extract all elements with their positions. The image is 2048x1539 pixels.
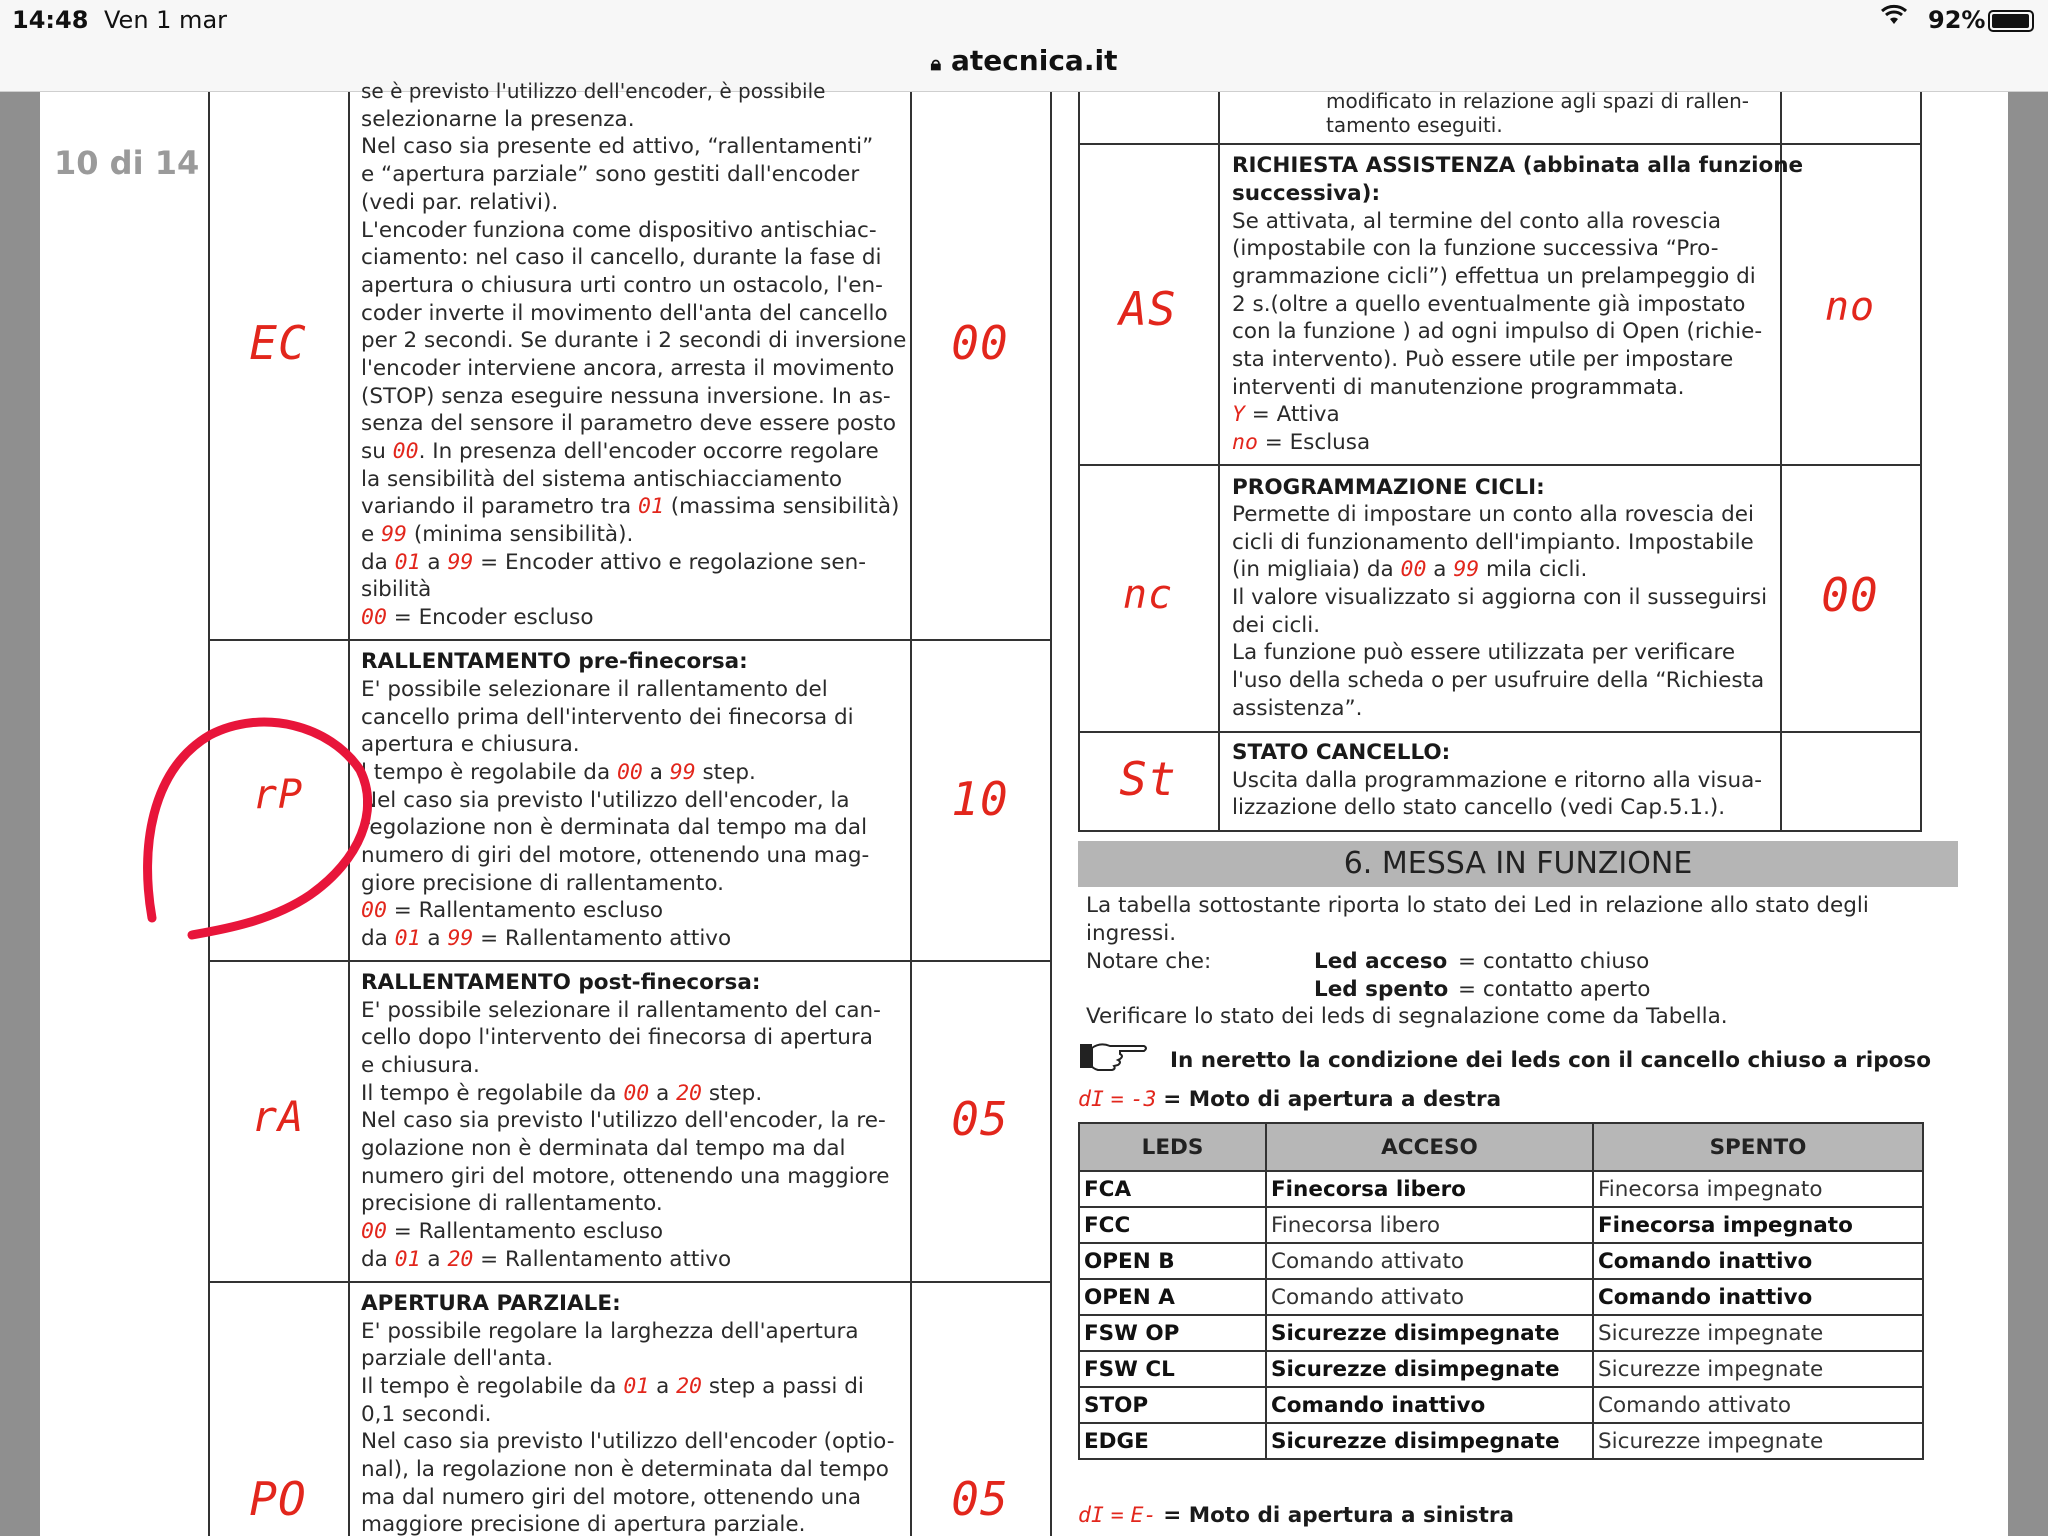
url-display[interactable]: [0, 44, 2048, 77]
spento-cell: Sicurezze impegnate: [1593, 1315, 1923, 1351]
section-title: [361, 1290, 621, 1318]
text-line: [361, 1373, 864, 1401]
table-row: [1079, 1387, 1923, 1423]
text-span: mila cicli.: [1486, 557, 1588, 582]
param-default-ec: 00: [951, 316, 1009, 370]
table-row: [1079, 1207, 1923, 1243]
table-border: [208, 960, 1052, 962]
text-line: con la funzione ) ad ogni impulso di Open (richie-: [1232, 319, 1763, 344]
spento-cell: Comando attivato: [1593, 1387, 1923, 1423]
value-red: 01: [638, 494, 664, 519]
value-red: 20: [676, 1374, 702, 1399]
text-line: La tabella sottostante riporta lo stato dei Led in relazione allo stato degli: [1086, 893, 1869, 918]
section-banner: 6. MESSA IN FUNZIONE: [1078, 841, 1958, 887]
left-margin: [0, 92, 40, 1536]
table-border: [1050, 92, 1052, 1536]
param-code-po: PO: [249, 1472, 307, 1526]
table-row: [1079, 1171, 1923, 1207]
value-red: 01: [394, 550, 421, 575]
text-line: (STOP) senza eseguire nessuna inversione. In as-: [361, 384, 891, 409]
text-line: maggiore precisione di apertura parziale.: [361, 1512, 806, 1537]
value-red: =: [1110, 1087, 1124, 1112]
led-off-label: [1314, 976, 1448, 1004]
text-span: a: [656, 1374, 670, 1399]
text-line: (vedi par. relativi).: [361, 190, 559, 215]
lock-icon: 🔒︎: [930, 51, 942, 75]
value-red: dI: [1078, 1503, 1104, 1528]
value-red: 99: [447, 550, 474, 575]
text-line: sibilità: [361, 577, 432, 602]
text-line: [361, 897, 663, 925]
text-line: Uscita dalla programmazione e ritorno alla visua-: [1232, 768, 1763, 793]
text-line: sta intervento). Può essere utile per impostare: [1232, 347, 1734, 372]
table-border: [1078, 731, 1922, 733]
text-line: Nel caso sia presente ed attivo, “rallentamenti”: [361, 134, 874, 159]
column-header: SPENTO: [1593, 1123, 1923, 1171]
title-text: APERTURA PARZIALE:: [361, 1291, 621, 1316]
text-span: step.: [702, 760, 756, 785]
text-span: = Esclusa: [1264, 430, 1371, 455]
acceso-cell: Finecorsa libero: [1266, 1171, 1593, 1207]
value-red: 99: [669, 760, 696, 785]
text-line: regolazione non è derminata dal tempo ma dal: [361, 815, 868, 840]
text-line: Il valore visualizzato si aggiorna con il susseguirsi: [1232, 585, 1768, 610]
text-line: numero giri del motore, ottenendo una maggiore: [361, 1164, 890, 1189]
table-border: [1780, 92, 1782, 832]
right-margin: [2008, 92, 2048, 1536]
spento-cell: Sicurezze impegnate: [1593, 1351, 1923, 1387]
text-line: giore precisione di rallentamento.: [361, 871, 724, 896]
text-line: per 2 secondi. Se durante i 2 secondi di inversione: [361, 328, 907, 353]
text-span: Il tempo è regolabile da: [361, 1374, 617, 1399]
title-text: RALLENTAMENTO post-finecorsa:: [361, 970, 761, 995]
text-span: = Attiva: [1251, 402, 1340, 427]
text-span: (in migliaia) da: [1232, 557, 1394, 582]
text-line: se è previsto l'utilizzo dell'encoder, è possibile: [361, 79, 826, 103]
value-red: -3: [1130, 1087, 1157, 1112]
acceso-cell: Comando attivato: [1266, 1279, 1593, 1315]
value-red: 00: [361, 605, 387, 630]
battery-percent: 92%: [1928, 6, 1986, 34]
text-line: cello dopo l'intervento dei finecorsa di apertura: [361, 1025, 873, 1050]
value-red: 01: [394, 1247, 421, 1272]
title-text: STATO CANCELLO:: [1232, 740, 1451, 765]
text-line: [361, 438, 879, 466]
address-bar[interactable]: [0, 40, 2048, 92]
text-span: a: [656, 1081, 670, 1106]
status-date: Ven 1 mar: [104, 6, 228, 34]
value-red: 99: [381, 522, 407, 547]
table-border: [208, 1281, 1052, 1283]
text-line: Se attivata, al termine del conto alla rovescia: [1232, 209, 1722, 234]
acceso-cell: Comando inattivo: [1266, 1387, 1593, 1423]
value-red: 00: [616, 760, 643, 785]
value-red: 00: [361, 1219, 387, 1244]
param-default-rp: 10: [951, 772, 1009, 826]
text-span: e: [361, 522, 375, 547]
text-span: a: [427, 926, 441, 951]
led-name-cell: FSW OP: [1079, 1315, 1266, 1351]
title-text: successiva):: [1232, 181, 1381, 206]
text-line: numero di giri del motore, ottenendo una mag-: [361, 843, 870, 868]
section-title: [1232, 739, 1450, 767]
spento-cell: Comando inattivo: [1593, 1243, 1923, 1279]
table-border: [208, 639, 1052, 641]
text-span: step a passi di: [708, 1374, 864, 1399]
param-code-as: AS: [1119, 282, 1177, 336]
section-title: [1232, 180, 1380, 208]
text-line: Permette di impostare un conto alla rovescia dei: [1232, 502, 1754, 527]
spento-cell: Finecorsa impegnato: [1593, 1207, 1923, 1243]
text-line: [361, 759, 756, 787]
text-line: [1232, 429, 1370, 457]
text-span: = Encoder escluso: [393, 605, 594, 630]
text-span: = Rallentamento escluso: [393, 898, 664, 923]
led-off-value: = contatto aperto: [1458, 977, 1651, 1002]
text-span: (massima sensibilità): [670, 494, 900, 519]
param-default-po: 05: [951, 1472, 1009, 1526]
note-label: Notare che:: [1086, 949, 1212, 974]
table-border: [1078, 830, 1922, 832]
table-row: [1079, 1243, 1923, 1279]
text-line: Nel caso sia previsto l'utilizzo dell'encoder, la: [361, 788, 850, 813]
text-line: [361, 493, 899, 521]
pdf-page[interactable]: [40, 79, 2008, 1537]
column-header: LEDS: [1079, 1123, 1266, 1171]
text-line: lizzazione dello stato cancello (vedi Cap.5.1.).: [1232, 795, 1726, 820]
text-line: [361, 1080, 762, 1108]
text-line: ingressi.: [1086, 921, 1177, 946]
column-header: ACCESO: [1266, 1123, 1593, 1171]
led-name-cell: EDGE: [1079, 1423, 1266, 1459]
value-red: 99: [447, 926, 474, 951]
text-line: selezionarne la presenza.: [361, 107, 635, 132]
table-border: [1078, 143, 1922, 145]
acceso-cell: Sicurezze disimpegnate: [1266, 1351, 1593, 1387]
direction-right: [1078, 1086, 1501, 1114]
text-line: La funzione può essere utilizzata per verificare: [1232, 640, 1736, 665]
led-on-value: = contatto chiuso: [1458, 949, 1650, 974]
param-code-st: St: [1119, 752, 1177, 806]
text-line: senza del sensore il parametro deve essere posto: [361, 411, 896, 436]
text-line: e “apertura parziale” sono gestiti dall'encoder: [361, 162, 860, 187]
value-red: 01: [623, 1374, 650, 1399]
text-line: [361, 1246, 731, 1274]
text-line: cancello prima dell'intervento dei finecorsa di: [361, 705, 854, 730]
status-bar: [0, 0, 2048, 40]
url-text: atecnica.it: [950, 44, 1118, 77]
bold-text: = Moto di apertura a destra: [1163, 1087, 1502, 1112]
text-span: = Rallentamento attivo: [480, 1247, 732, 1272]
bold-text: Led acceso: [1314, 949, 1448, 974]
text-line: nal), la regolazione non è determinata dal tempo: [361, 1457, 889, 1482]
acceso-cell: Finecorsa libero: [1266, 1207, 1593, 1243]
param-code-rp: rP: [252, 772, 304, 818]
text-line: 0,1 secondi.: [361, 1402, 492, 1427]
bold-text: Led spento: [1314, 977, 1449, 1002]
title-text: RALLENTAMENTO pre-finecorsa:: [361, 649, 748, 674]
value-red: no: [1232, 430, 1258, 455]
text-line: precisione di rallentamento.: [361, 1191, 663, 1216]
spento-cell: Sicurezze impegnate: [1593, 1423, 1923, 1459]
bold-text: = Moto di apertura a sinistra: [1163, 1503, 1514, 1528]
text-span: da: [361, 550, 388, 575]
led-status-table: [1078, 1122, 1924, 1460]
text-line: Nel caso sia previsto l'utilizzo dell'encoder (optio-: [361, 1429, 895, 1454]
text-line: la sensibilità del sistema antischiacciamento: [361, 467, 843, 492]
text-span: da: [361, 1247, 388, 1272]
led-name-cell: OPEN A: [1079, 1279, 1266, 1315]
text-span: a: [427, 1247, 441, 1272]
text-span: Il tempo è regolabile da: [361, 1081, 617, 1106]
text-span: a: [649, 760, 663, 785]
battery-icon: [1988, 10, 2034, 32]
text-line: E' possibile regolare la larghezza dell'apertura: [361, 1319, 859, 1344]
value-red: 20: [447, 1247, 474, 1272]
text-line: [1232, 556, 1587, 584]
text-line: [361, 521, 633, 549]
text-span: a: [427, 550, 441, 575]
bold-text: In neretto la condizione dei leds con il cancello chiuso a riposo: [1170, 1048, 1931, 1073]
title-text: PROGRAMMAZIONE CICLI:: [1232, 475, 1545, 500]
value-red: dI: [1078, 1087, 1104, 1112]
text-line: interventi di manutenzione programmata.: [1232, 375, 1685, 400]
table-row: [1079, 1351, 1923, 1387]
table-row: [1079, 1315, 1923, 1351]
text-line: ma dal numero giri del motore, ottenendo una: [361, 1485, 862, 1510]
text-line: golazione non è derminata dal tempo ma dal: [361, 1136, 846, 1161]
led-name-cell: OPEN B: [1079, 1243, 1266, 1279]
acceso-cell: Comando attivato: [1266, 1243, 1593, 1279]
text-line: coder inverte il movimento dell'anta del cancello: [361, 301, 888, 326]
text-span: = Encoder attivo e regolazione sen-: [480, 550, 866, 575]
value-red: 00: [392, 439, 419, 464]
status-time: 14:48: [12, 6, 89, 34]
table-border: [348, 92, 350, 1536]
pointing-hand-icon: [1080, 1040, 1150, 1078]
table-row: [1079, 1279, 1923, 1315]
param-code-ec: EC: [249, 316, 307, 370]
acceso-cell: Sicurezze disimpegnate: [1266, 1423, 1593, 1459]
led-on-label: [1314, 948, 1447, 976]
text-line: e chiusura.: [361, 1053, 480, 1078]
text-line: l'encoder interviene ancora, arresta il movimento: [361, 356, 895, 381]
text-line: [1232, 401, 1340, 429]
text-line: E' possibile selezionare il rallentamento del: [361, 677, 828, 702]
wifi-icon: [1880, 4, 1908, 32]
text-line: ciamento: nel caso il cancello, durante la fase di: [361, 245, 882, 270]
direction-left: [1078, 1502, 1514, 1530]
text-line: Verificare lo stato dei leds di segnalazione come da Tabella.: [1086, 1004, 1728, 1029]
section-title: [1232, 152, 1803, 180]
text-line: E' possibile selezionare il rallentamento del can-: [361, 998, 881, 1023]
section-title: [1232, 474, 1545, 502]
table-border: [1920, 92, 1922, 832]
text-span: su: [361, 439, 386, 464]
value-red: 01: [394, 926, 421, 951]
text-span: (minima sensibilità).: [413, 522, 634, 547]
value-red: 00: [361, 898, 387, 923]
section-title: [361, 648, 748, 676]
text-line: apertura e chiusura.: [361, 732, 580, 757]
text-line: l'uso della scheda o per usufruire della “Richiesta: [1232, 668, 1765, 693]
text-span: step.: [708, 1081, 763, 1106]
param-code-ra: rA: [251, 1092, 305, 1141]
text-line: parziale dell'anta.: [361, 1346, 554, 1371]
text-line: apertura o chiusura urti contro un ostacolo, l'en-: [361, 273, 883, 298]
table-border: [1078, 464, 1922, 466]
text-line: dei cicli.: [1232, 613, 1321, 638]
text-line: [361, 925, 731, 953]
led-name-cell: FCC: [1079, 1207, 1266, 1243]
text-line: [361, 549, 866, 577]
value-red: =: [1110, 1503, 1124, 1528]
text-line: modificato in relazione agli spazi di rallen-: [1326, 89, 1749, 113]
value-red: Y: [1232, 402, 1245, 427]
table-header-row: [1079, 1123, 1923, 1171]
text-span: variando il parametro tra: [361, 494, 632, 519]
table-row: [1079, 1423, 1923, 1459]
text-line: 2 s.(oltre a quello eventualmente già impostato: [1232, 292, 1746, 317]
text-line: tamento eseguiti.: [1326, 113, 1503, 137]
value-red: 00: [623, 1081, 650, 1106]
text-span: = Rallentamento attivo: [480, 926, 732, 951]
param-default-ra: 05: [951, 1092, 1009, 1146]
section-title: [361, 969, 760, 997]
param-default-as: no: [1824, 284, 1876, 330]
spento-cell: Comando inattivo: [1593, 1279, 1923, 1315]
text-line: Nel caso sia previsto l'utilizzo dell'encoder, la re-: [361, 1108, 886, 1133]
led-name-cell: STOP: [1079, 1387, 1266, 1423]
page-counter: 10 di 14: [54, 144, 200, 182]
spento-cell: Finecorsa impegnato: [1593, 1171, 1923, 1207]
text-span: da: [361, 926, 388, 951]
text-line: [361, 604, 594, 632]
text-line: [361, 1218, 663, 1246]
text-span: l tempo è regolabile da: [361, 760, 611, 785]
table-border: [1078, 92, 1080, 832]
table-border: [1218, 92, 1220, 832]
param-default-nc: 00: [1821, 568, 1879, 622]
led-name-cell: FSW CL: [1079, 1351, 1266, 1387]
value-red: 20: [676, 1081, 702, 1106]
param-code-nc: nc: [1122, 572, 1174, 618]
acceso-cell: Sicurezze disimpegnate: [1266, 1315, 1593, 1351]
led-name-cell: FCA: [1079, 1171, 1266, 1207]
text-line: L'encoder funziona come dispositivo antischiac-: [361, 218, 877, 243]
hint-text: [1170, 1047, 1931, 1075]
value-red: E-: [1130, 1503, 1157, 1528]
text-line: assistenza”.: [1232, 696, 1363, 721]
text-span: a: [1433, 557, 1447, 582]
text-line: (impostabile con la funzione successiva “Pro-: [1232, 236, 1719, 261]
text-line: grammazione cicli”) effettua un prelampeggio di: [1232, 264, 1756, 289]
text-span: = Rallentamento escluso: [393, 1219, 664, 1244]
text-line: cicli di funzionamento dell'impianto. Impostabile: [1232, 530, 1754, 555]
value-red: 99: [1453, 557, 1480, 582]
text-span: . In presenza dell'encoder occorre regolare: [418, 439, 879, 464]
value-red: 00: [1400, 557, 1427, 582]
title-text: RICHIESTA ASSISTENZA (abbinata alla funzione: [1232, 153, 1804, 178]
